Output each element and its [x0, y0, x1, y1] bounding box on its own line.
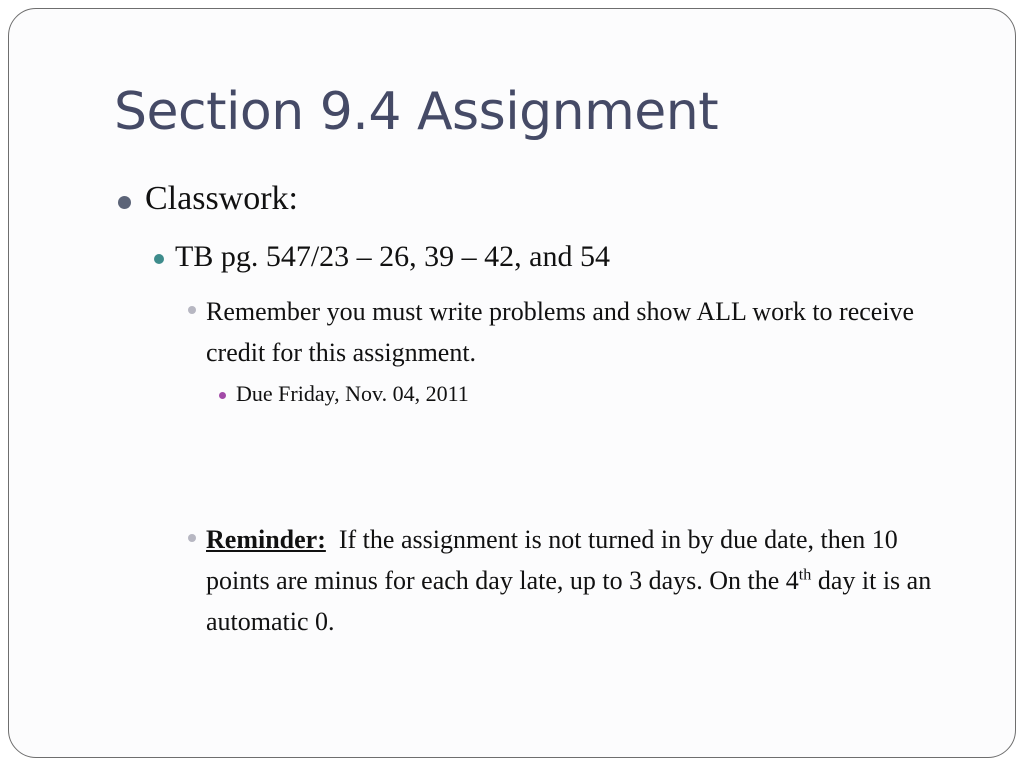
bullet-dot-icon	[188, 306, 196, 314]
reminder-label: Reminder:	[206, 525, 326, 554]
bullet-remember-text: Remember you must write problems and show ALL work to receive credit for this assignment.	[206, 297, 915, 367]
reminder-text-end: day it is an automatic 0.	[206, 566, 932, 636]
bullet-remember	[206, 291, 966, 373]
reminder-text: If the assignment is not turned in by due date, then 10 points are minus for each day late, up to 3 days. On the 4	[206, 525, 898, 595]
bullet-dot-icon	[219, 392, 226, 399]
reminder-spacer	[326, 525, 339, 554]
bullet-dot-icon	[188, 534, 196, 542]
bullet-dot-icon	[154, 254, 164, 264]
bullet-reminder	[206, 519, 966, 642]
bullet-dot-icon	[118, 196, 131, 209]
bullet-textbook	[175, 239, 610, 275]
slide-title: Section 9.4 Assignment	[114, 82, 719, 142]
bullet-due-text: Due Friday, Nov. 04, 2011	[236, 381, 469, 406]
bullet-due	[236, 381, 469, 407]
reminder-superscript: th	[798, 566, 812, 584]
bullet-textbook-text: TB pg. 547/23 – 26, 39 – 42, and 54	[175, 240, 610, 273]
slide	[8, 8, 1016, 758]
bullet-classwork-text: Classwork:	[145, 180, 298, 217]
bullet-classwork	[145, 179, 298, 220]
